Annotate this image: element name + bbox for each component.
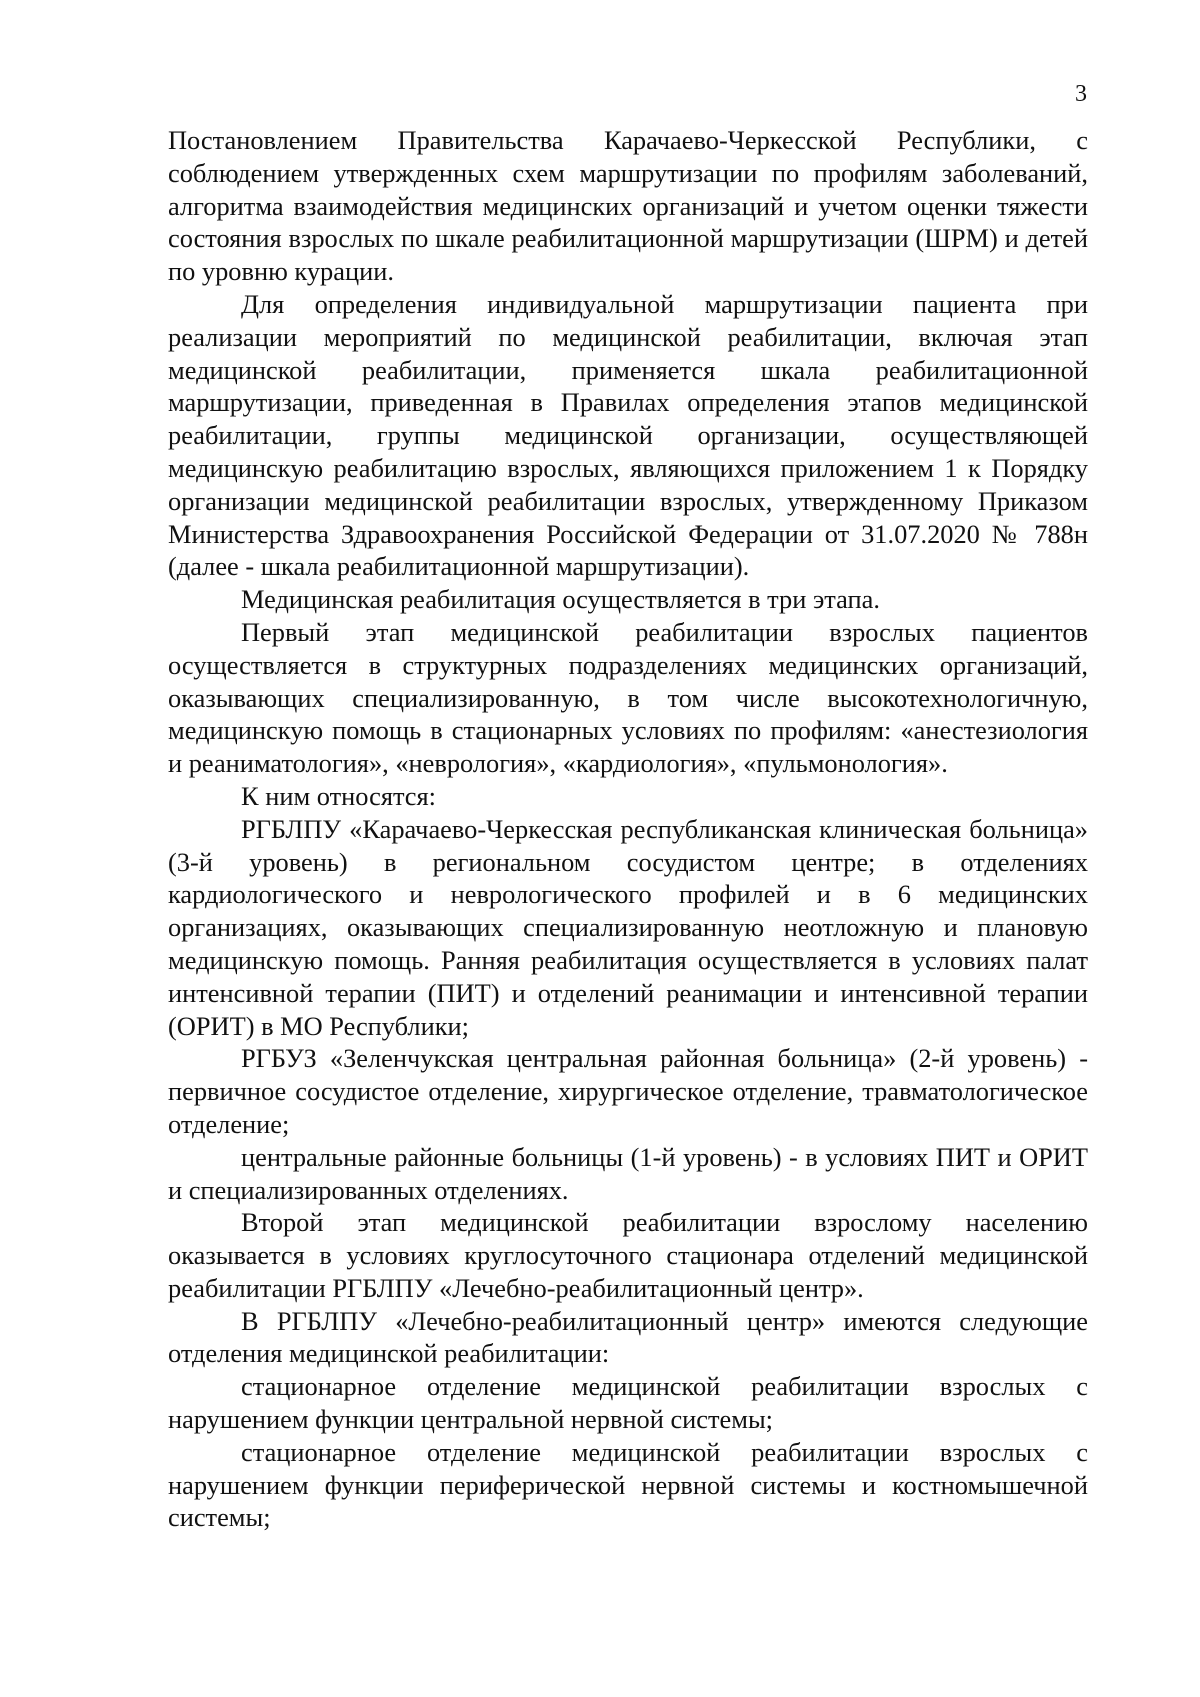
page-number: 3 [1075, 81, 1087, 107]
paragraph-8: центральные районные больницы (1-й уровень) - в условиях ПИТ и ОРИТ и специализированных отделениях. [168, 1141, 1088, 1205]
document-body [168, 124, 1088, 1534]
paragraph-6: РГБЛПУ «Карачаево-Черкесская республиканская клиническая больница» (3-й уровень) в региональном сосудистом центре; в отделениях кардиологического и неврологического профилей и в 6 медицинских организациях, оказывающих специализированную неотложную и плановую медицинскую помощь. Ранняя реабилитация осуществляется в условиях палат интенсивной терапии (ПИТ) и отделений реанимации и интенсивной терапии (ОРИТ) в МО Республики; [168, 813, 1088, 1041]
paragraph-2: Для определения индивидуальной маршрутизации пациента при реализации мероприятий по медицинской реабилитации, включая этап медицинской реабилитации, применяется шкала реабилитационной маршрутизации, приведенная в Правилах определения этапов медицинской реабилитации, группы медицинской организации, осуществляющей медицинскую реабилитацию взрослых, являющихся приложением 1 к Порядку организации медицинской реабилитации взрослых, утвержденному Приказом Министерства Здравоохранения Российской Федерации от 31.07.2020 № 788н (далее - шкала реабилитационной маршрутизации). [168, 288, 1088, 582]
paragraph-1: Постановлением Правительства Карачаево-Черкесской Республики, с соблюдением утвержденных схем маршрутизации по профилям заболеваний, алгоритма взаимодействия медицинских организаций и учетом оценки тяжести состояния взрослых по шкале реабилитационной маршрутизации (ШРМ) и детей по уровню курации. [168, 125, 1088, 287]
paragraph-10: В РГБЛПУ «Лечебно-реабилитационный центр» имеются следующие отделения медицинской реабилитации: [168, 1305, 1088, 1369]
paragraph-3: Медицинская реабилитация осуществляется в три этапа. [241, 584, 880, 615]
paragraph-9: Второй этап медицинской реабилитации взрослому населению оказывается в условиях круглосуточного стационара отделений медицинской реабилитации РГБЛПУ «Лечебно-реабилитационный центр». [168, 1207, 1088, 1303]
paragraph-4: Первый этап медицинской реабилитации взрослых пациентов осуществляется в структурных подразделениях медицинских организаций, оказывающих специализированную, в том числе высокотехнологичную, медицинскую помощь в стационарных условиях по профилям: «анестезиология и реаниматология», «неврология», «кардиология», «пульмонология». [168, 616, 1088, 779]
paragraph-7: РГБУЗ «Зеленчукская центральная районная больница» (2-й уровень) - первичное сосудистое отделение, хирургическое отделение, травматологическое отделение; [168, 1043, 1088, 1139]
paragraph-11: стационарное отделение медицинской реабилитации взрослых с нарушением функции центральной нервной системы; [168, 1371, 1088, 1435]
paragraph-5: К ним относятся: [241, 780, 436, 811]
paragraph-12: стационарное отделение медицинской реабилитации взрослых с нарушением функции периферической нервной системы и костномышечной системы; [168, 1436, 1088, 1533]
